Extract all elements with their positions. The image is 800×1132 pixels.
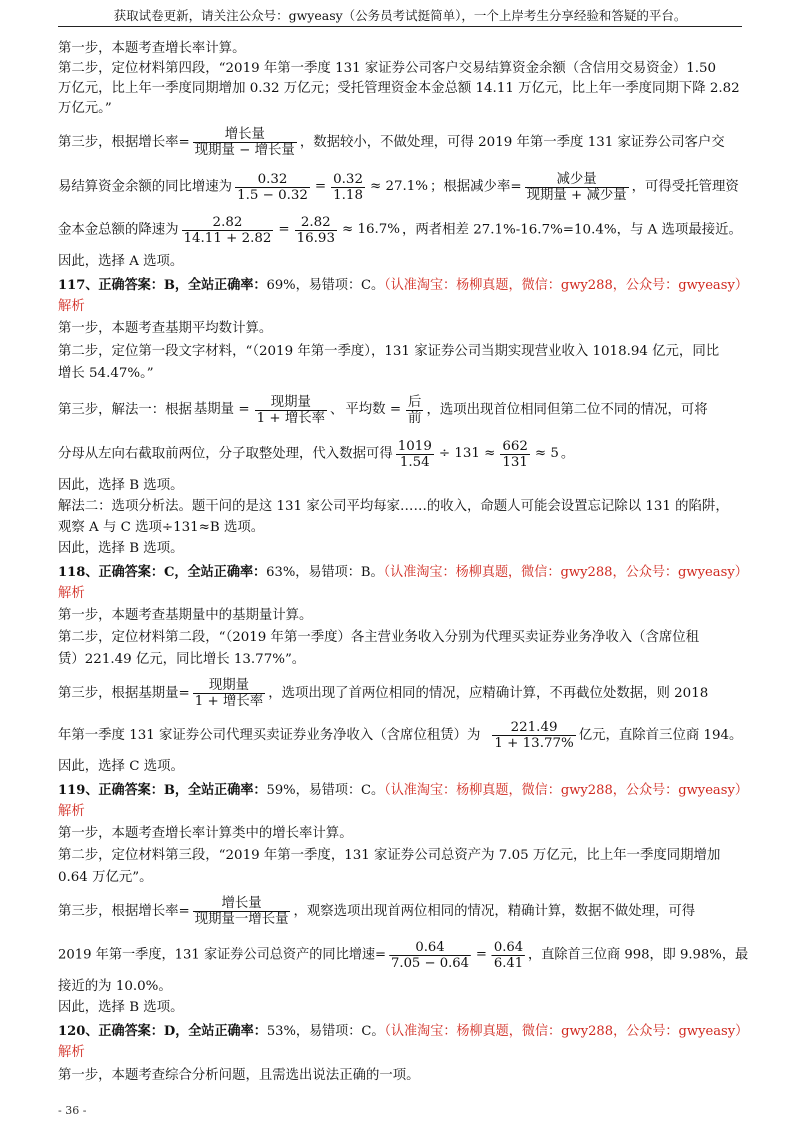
text-line: 第一步，本题考查综合分析问题，且需选出说法正确的一项。 — [58, 1068, 420, 1083]
formula-line: 第三步，解法一：根据 基期量 = $\frac{\text{现期量}}{\text{1 + 增长率}}$ 、 平均数 = $\frac{\text{后}}{\text{前}}$ ，选项出现首位相同但第二位不同的情况，可将 — [58, 394, 708, 426]
formula-line: 第三步，根据基期量= $\frac{\text{现期量}}{\text{1 + 增长率}}$ ，选项出现了首两位相同的情况，应精确计算，不再截位处数据，则 2018 — [58, 678, 709, 709]
formula-line: 第三步，根据增长率= $\frac{\text{增长量}}{\text{现期量一增长量}}$ ，观察选项出现首两位相同的情况，精确计算，数据不做处理，可得 — [58, 896, 696, 927]
formula-line: 金本金总额的降速为 $\frac{2.82}{14.11 + 2.82}$ = $\frac{2.82}{16.93}$ ≈ 16.7% ，两者相差 27.1%-16.7%=10.4%，与 A 选项最接近。 — [58, 214, 742, 246]
formula-line: 2019 年第一季度，131 家证券公司总资产的同比增速= $\frac{0.64}{7.05 - 0.64}$ = $\frac{0.64}{6.41}$ ，直除首三位商 998，即 9.98%，最 — [58, 939, 749, 971]
text-line: 万亿元，比上年一季度同期增加 0.32 万亿元；受托管理资金本金总额 14.11 万亿元，比上年一季度同期下降 2.82 — [58, 81, 740, 96]
text-line: 因此，选择 B 选项。 — [58, 1000, 184, 1015]
text-segment: ，数据较小，不做处理，可得 2019 年第一季度 131 家证券公司客户交 — [299, 135, 725, 150]
text-line: 赁）221.49 亿元，同比增长 13.77%”。 — [58, 652, 306, 667]
fraction: $\frac{2.82}{16.93}$ — [296, 214, 335, 246]
text-line: 第一步，本题考查增长率计算类中的增长率计算。 — [58, 826, 353, 841]
growth-rate-fraction: $\frac{\text{增长量}}{\text{现期量 − 增长量}}$ — [194, 127, 295, 158]
fraction: $\frac{1019}{1.54}$ — [397, 438, 432, 470]
formula-line: 分母从左向右截取前两位，分子取整处理，代入数据可得 $\frac{1019}{1.54}$ ÷ 131 ≈ $\frac{662}{131}$ ≈ 5 。 — [58, 438, 575, 470]
text-line: 因此，选择 B 选项。 — [58, 541, 184, 556]
text-line: 0.64 万亿元”。 — [58, 870, 153, 885]
text-line: 第二步，定位材料第四段，“2019 年第一季度 131 家证券公司客户交易结算资金余额（含信用交易资金）1.50 — [58, 61, 717, 76]
answer-line-118: 118、正确答案：C，全站正确率：63%，易错项：B。（认准淘宝：杨柳真题，微信：gwy288，公众号：gwyeasy） — [58, 564, 748, 580]
text-line: 第一步，本题考查基期平均数计算。 — [58, 321, 273, 336]
text-line: 第一步，本题考查基期量中的基期量计算。 — [58, 608, 313, 623]
fraction: $\frac{221.49}{1 + 13.77\%}$ — [494, 720, 574, 751]
fraction: $\frac{2.82}{14.11 + 2.82}$ — [183, 214, 272, 246]
formula-line: 易结算资金余额的同比增速为 $\frac{0.32}{1.5 - 0.32}$ = $\frac{0.32}{1.18}$ ≈ 27.1% ；根据减少率= $\frac{\text{减少量}}{\text{现期量 + 减少量}}$ ，可得受托管理资 — [58, 171, 739, 203]
page-number: - 36 - — [58, 1104, 87, 1117]
fraction: $\frac{0.32}{1.18}$ — [333, 171, 363, 203]
base-period-fraction: $\frac{\text{现期量}}{\text{1 + 增长率}}$ — [256, 394, 325, 426]
promo-text: （认准淘宝：杨柳真题，微信：gwy288，公众号：gwyeasy） — [383, 565, 748, 580]
base-period-fraction: $\frac{\text{现期量}}{\text{1 + 增长率}}$ — [194, 678, 264, 709]
promo-text: （认准淘宝：杨柳真题，微信：gwy288，公众号：gwyeasy） — [384, 278, 748, 293]
text-line: 第二步，定位材料第二段，“（2019 年第一季度）各主营业务收入分别为代理买卖证券业务净收入（含席位租 — [58, 630, 700, 645]
answer-line-119: 119、正确答案：B，全站正确率：59%，易错项：C。（认准淘宝：杨柳真题，微信：gwy288，公众号：gwyeasy） — [58, 782, 748, 798]
text-line: 因此，选择 B 选项。 — [58, 478, 184, 493]
growth-rate-fraction: $\frac{\text{增长量}}{\text{现期量一增长量}}$ — [194, 896, 289, 927]
text-line: 第二步，定位材料第三段，“2019 年第一季度，131 家证券公司总资产为 7.05 万亿元，比上年一季度同期增加 — [58, 848, 721, 863]
formula-line: 年第一季度 131 家证券公司代理买卖证券业务净收入（含席位租赁）为 $\frac{221.49}{1 + 13.77\%}$ 亿元，直除首三位商 194。 — [58, 720, 743, 751]
average-fraction: $\frac{\text{后}}{\text{前}}$ — [408, 394, 422, 426]
section-label: 解析 — [58, 1045, 85, 1060]
text-line: 接近的为 10.0%。 — [58, 979, 172, 994]
formula-line — [58, 121, 725, 165]
fraction: $\frac{0.64}{7.05 - 0.64}$ — [391, 939, 470, 971]
text-line: 解法二：选项分析法。题干问的是这 131 家公司平均每家……的收入，命题人可能会设置忘记除以 131 的陷阱， — [58, 499, 729, 514]
header-rule — [58, 26, 742, 27]
answer-line-120: 120、正确答案：D，全站正确率：53%，易错项：C。（认准淘宝：杨柳真题，微信：gwy288，公众号：gwyeasy） — [58, 1023, 749, 1039]
fraction: $\frac{0.64}{6.41}$ — [493, 939, 524, 971]
decrease-rate-fraction: $\frac{\text{减少量}}{\text{现期量 + 减少量}}$ — [526, 171, 627, 203]
answer-line-117: 117、正确答案：B，全站正确率：69%，易错项：C。（认准淘宝：杨柳真题，微信：gwy288，公众号：gwyeasy） — [58, 277, 748, 293]
text-line: 因此，选择 A 选项。 — [58, 254, 184, 269]
promo-text: （认准淘宝：杨柳真题，微信：gwy288，公众号：gwyeasy） — [384, 1024, 749, 1039]
section-label: 解析 — [58, 804, 85, 819]
text-line: 第一步，本题考查增长率计算。 — [58, 41, 246, 56]
section-label: 解析 — [58, 299, 85, 314]
section-label: 解析 — [58, 586, 85, 601]
text-line: 万亿元。” — [58, 101, 112, 116]
fraction: $\frac{662}{131}$ — [502, 438, 528, 470]
text-line: 因此，选择 C 选项。 — [58, 759, 184, 774]
text-line: 第二步，定位第一段文字材料，“（2019 年第一季度），131 家证券公司当期实现营业收入 1018.94 亿元，同比 — [58, 344, 720, 359]
text-segment: 第三步，根据增长率= — [58, 135, 190, 150]
text-line: 观察 A 与 C 选项÷131≈B 选项。 — [58, 520, 265, 535]
promo-text: （认准淘宝：杨柳真题，微信：gwy288，公众号：gwyeasy） — [384, 783, 748, 798]
fraction: $\frac{0.32}{1.5 - 0.32}$ — [237, 171, 308, 203]
text-line: 增长 54.47%。” — [58, 366, 154, 381]
page-header: 获取试卷更新，请关注公众号：gwyeasy（公务员考试挺简单），一个上岸考生分享经验和答疑的平台。 — [113, 8, 687, 23]
